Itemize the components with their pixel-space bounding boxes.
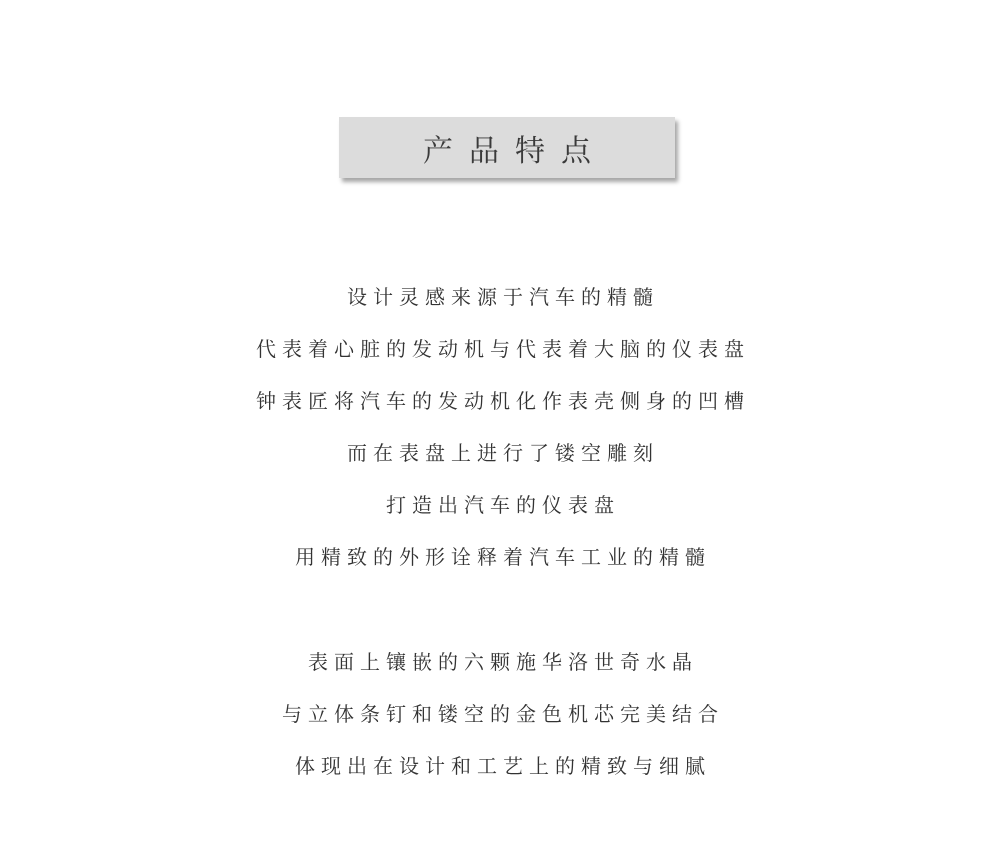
paragraph-line: 表面上镶嵌的六颗施华洛世奇水晶: [308, 650, 698, 674]
paragraph-line: 代表着心脏的发动机与代表着大脑的仪表盘: [256, 337, 750, 361]
paragraph-line: 打造出汽车的仪表盘: [386, 493, 620, 517]
paragraph-line: 与立体条钉和镂空的金色机芯完美结合: [282, 702, 724, 726]
design-inspiration-paragraph: [0, 284, 1000, 596]
paragraph-line: 体现出在设计和工艺上的精致与细腻: [295, 754, 711, 778]
paragraph-line: 钟表匠将汽车的发动机化作表壳侧身的凹槽: [256, 389, 750, 413]
paragraph-line: 设计灵感来源于汽车的精髓: [347, 285, 659, 309]
crystal-details-paragraph: [0, 649, 1000, 805]
section-title-banner: [339, 117, 675, 178]
section-title: 产品特点: [423, 133, 607, 169]
paragraph-line: 而在表盘上进行了镂空雕刻: [347, 441, 659, 465]
paragraph-line: 用精致的外形诠释着汽车工业的精髓: [295, 545, 711, 569]
